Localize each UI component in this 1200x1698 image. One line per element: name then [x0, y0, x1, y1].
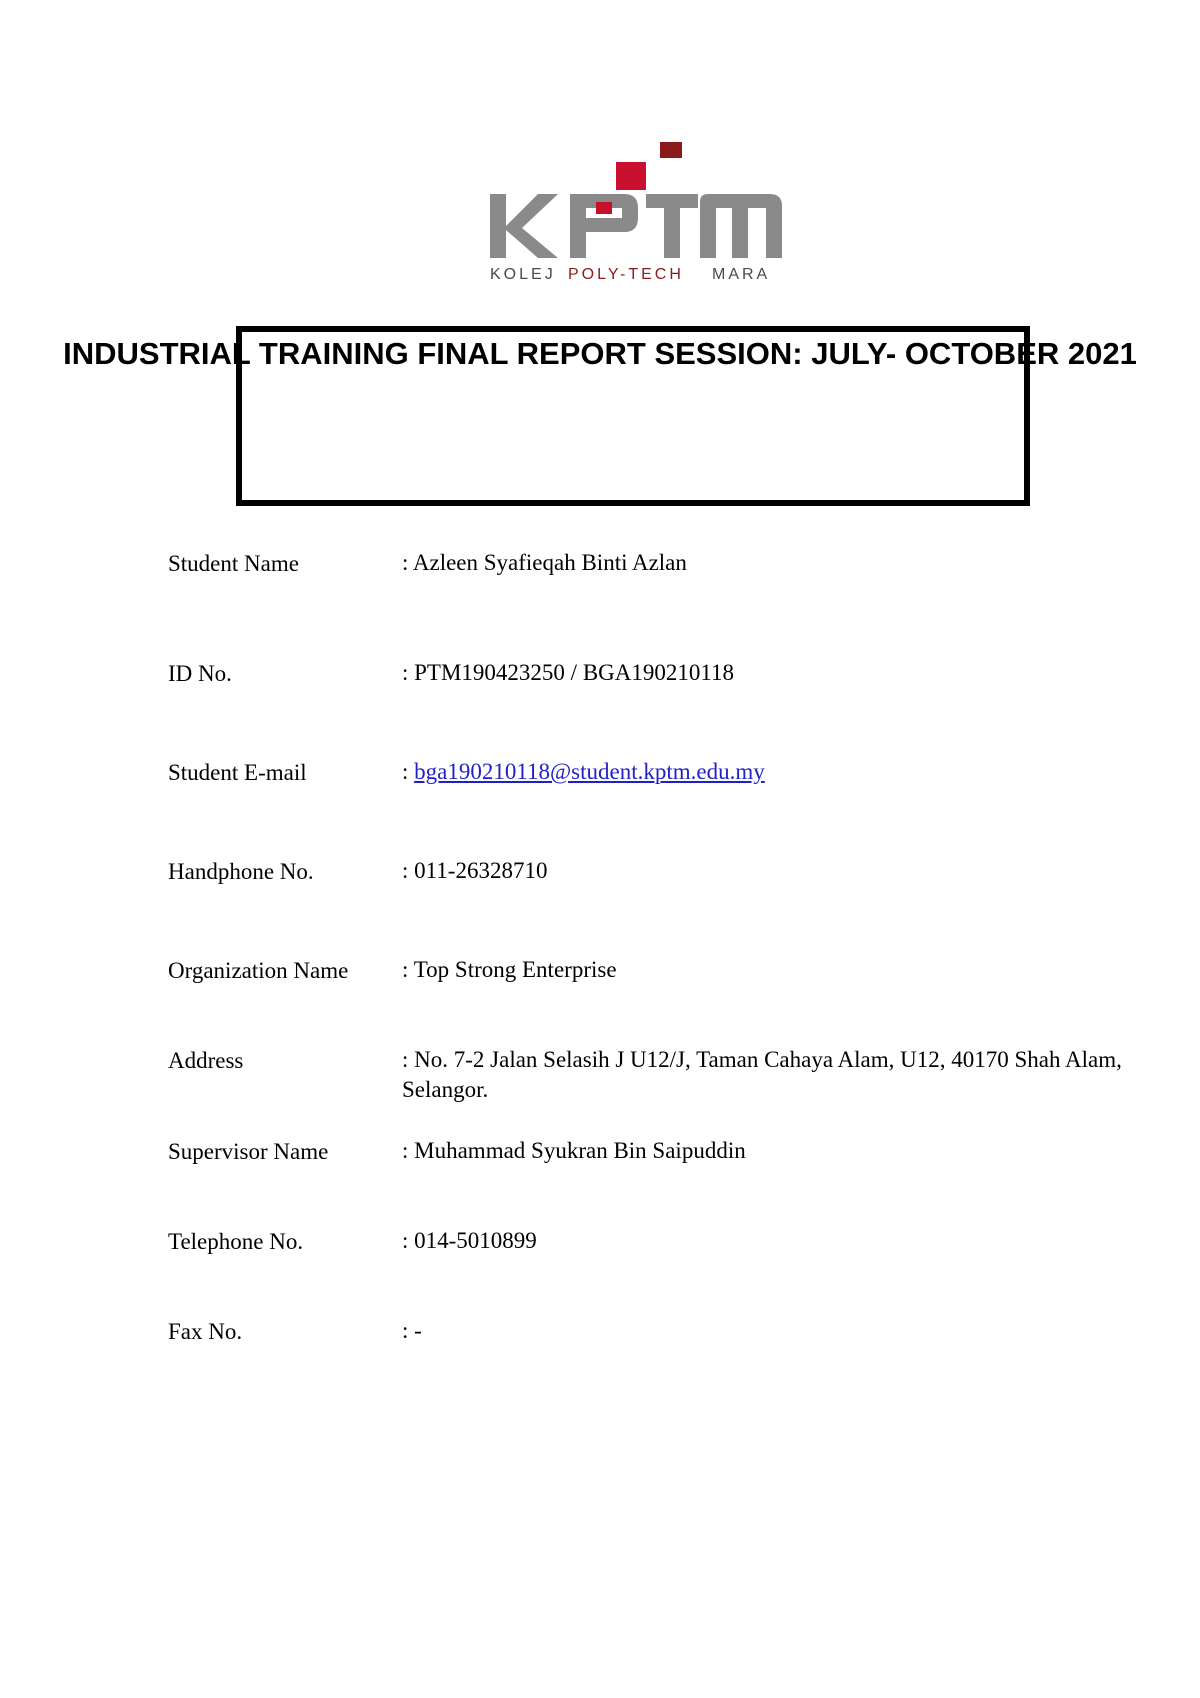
logo-letter-k-stem: [490, 194, 506, 258]
telephone-label: Telephone No.: [168, 1229, 304, 1254]
student-name-label: Student Name: [168, 551, 299, 576]
logo-letter-k-arm: [506, 194, 558, 258]
id-no-value: : PTM190423250 / BGA190210118: [402, 660, 735, 685]
logo-letter-t-stem: [664, 194, 680, 258]
student-email-label: Student E-mail: [168, 760, 307, 785]
report-title: INDUSTRIAL TRAINING FINAL REPORT SESSION: JULY- OCTOBER 2021: [63, 336, 1137, 371]
supervisor-value: : Muhammad Syukran Bin Saipuddin: [402, 1138, 746, 1163]
email-prefix: :: [402, 759, 415, 784]
kptm-logo-graphic: [486, 142, 786, 282]
address-value: : No. 7-2 Jalan Selasih J U12/J, Taman Cahaya Alam, U12, 40170 Shah Alam, Selangor.: [402, 1047, 1122, 1102]
email-link[interactable]: bga190210118@student.kptm.edu.my: [414, 759, 765, 784]
logo-subtitle-polytech: POLY-TECH: [568, 266, 684, 282]
organization-value: : Top Strong Enterprise: [402, 957, 617, 982]
fax-value: : -: [402, 1318, 422, 1343]
fax-label: Fax No.: [168, 1319, 243, 1344]
student-name-value: : Azleen Syafieqah Binti Azlan: [402, 550, 687, 575]
handphone-label: Handphone No.: [168, 859, 314, 884]
kptm-logo: [486, 142, 786, 282]
logo-subtitle-mara: MARA: [712, 266, 771, 282]
id-no-label: ID No.: [168, 661, 232, 686]
logo-letter-m: [700, 194, 782, 258]
address-label: Address: [168, 1048, 244, 1073]
logo-square-dark: [660, 142, 682, 158]
organization-label: Organization Name: [168, 958, 349, 983]
supervisor-label: Supervisor Name: [168, 1139, 329, 1164]
logo-subtitle-kolej: KOLEJ: [490, 266, 556, 282]
logo-square-red: [616, 162, 646, 190]
telephone-value: : 014-5010899: [402, 1228, 537, 1253]
handphone-value: : 011-26328710: [402, 858, 548, 883]
student-email-value: [402, 757, 1122, 787]
logo-p-accent: [596, 202, 612, 214]
